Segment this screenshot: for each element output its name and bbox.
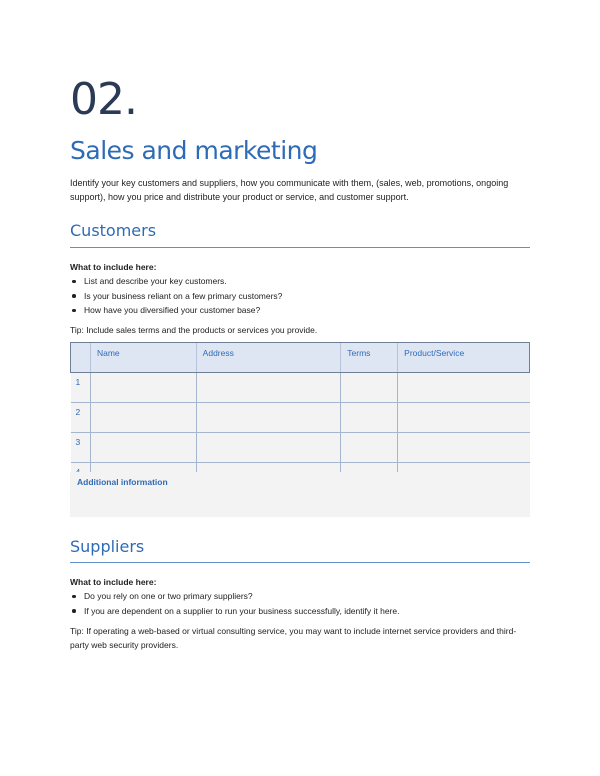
column-header-address: Address [196,343,341,373]
customers-heading: Customers [70,221,157,240]
table-row [71,433,530,463]
customers-divider [70,247,530,248]
section-title: Sales and marketing [70,136,318,165]
product-cell[interactable] [398,373,530,403]
address-cell[interactable] [196,433,341,463]
additional-information-box[interactable] [70,472,530,517]
row-number: 2 [71,403,91,433]
customers-bullet-list [70,274,282,318]
product-cell[interactable] [398,433,530,463]
section-number: 02. [70,74,137,125]
column-header-terms: Terms [341,343,398,373]
row-number: 3 [71,433,91,463]
row-number: 1 [71,373,91,403]
suppliers-divider [70,562,530,563]
suppliers-heading: Suppliers [70,537,145,556]
suppliers-tip: Tip: If operating a web-based or virtual consulting service, you may want to include internet service providers and third-party web security providers. [70,626,517,650]
list-item: List and describe your key customers. [70,274,282,289]
suppliers-include-label: What to include here: [70,577,157,587]
table-header-row [71,343,530,373]
customers-tip: Tip: Include sales terms and the products or services you provide. [70,325,318,335]
customers-table [70,342,530,493]
list-item: How have you diversified your customer base? [70,303,282,318]
list-item: Do you rely on one or two primary suppliers? [70,589,399,604]
column-header-number [71,343,91,373]
section-intro: Identify your key customers and suppliers, how you communicate with them, (sales, web, promotions, ongoing support), how you price and distribute your product or service, and customer support. [70,178,509,202]
customers-include-label: What to include here: [70,262,157,272]
table-row [71,373,530,403]
suppliers-bullet-list [70,589,399,618]
terms-cell[interactable] [341,403,398,433]
column-header-product-service: Product/Service [398,343,530,373]
table-row [71,403,530,433]
name-cell[interactable] [90,373,196,403]
name-cell[interactable] [90,433,196,463]
terms-cell[interactable] [341,433,398,463]
terms-cell[interactable] [341,373,398,403]
list-item: If you are dependent on a supplier to run your business successfully, identify it here. [70,604,399,619]
product-cell[interactable] [398,403,530,433]
list-item: Is your business reliant on a few primary customers? [70,289,282,304]
address-cell[interactable] [196,373,341,403]
name-cell[interactable] [90,403,196,433]
column-header-name: Name [90,343,196,373]
additional-information-label: Additional information [77,477,168,487]
address-cell[interactable] [196,403,341,433]
